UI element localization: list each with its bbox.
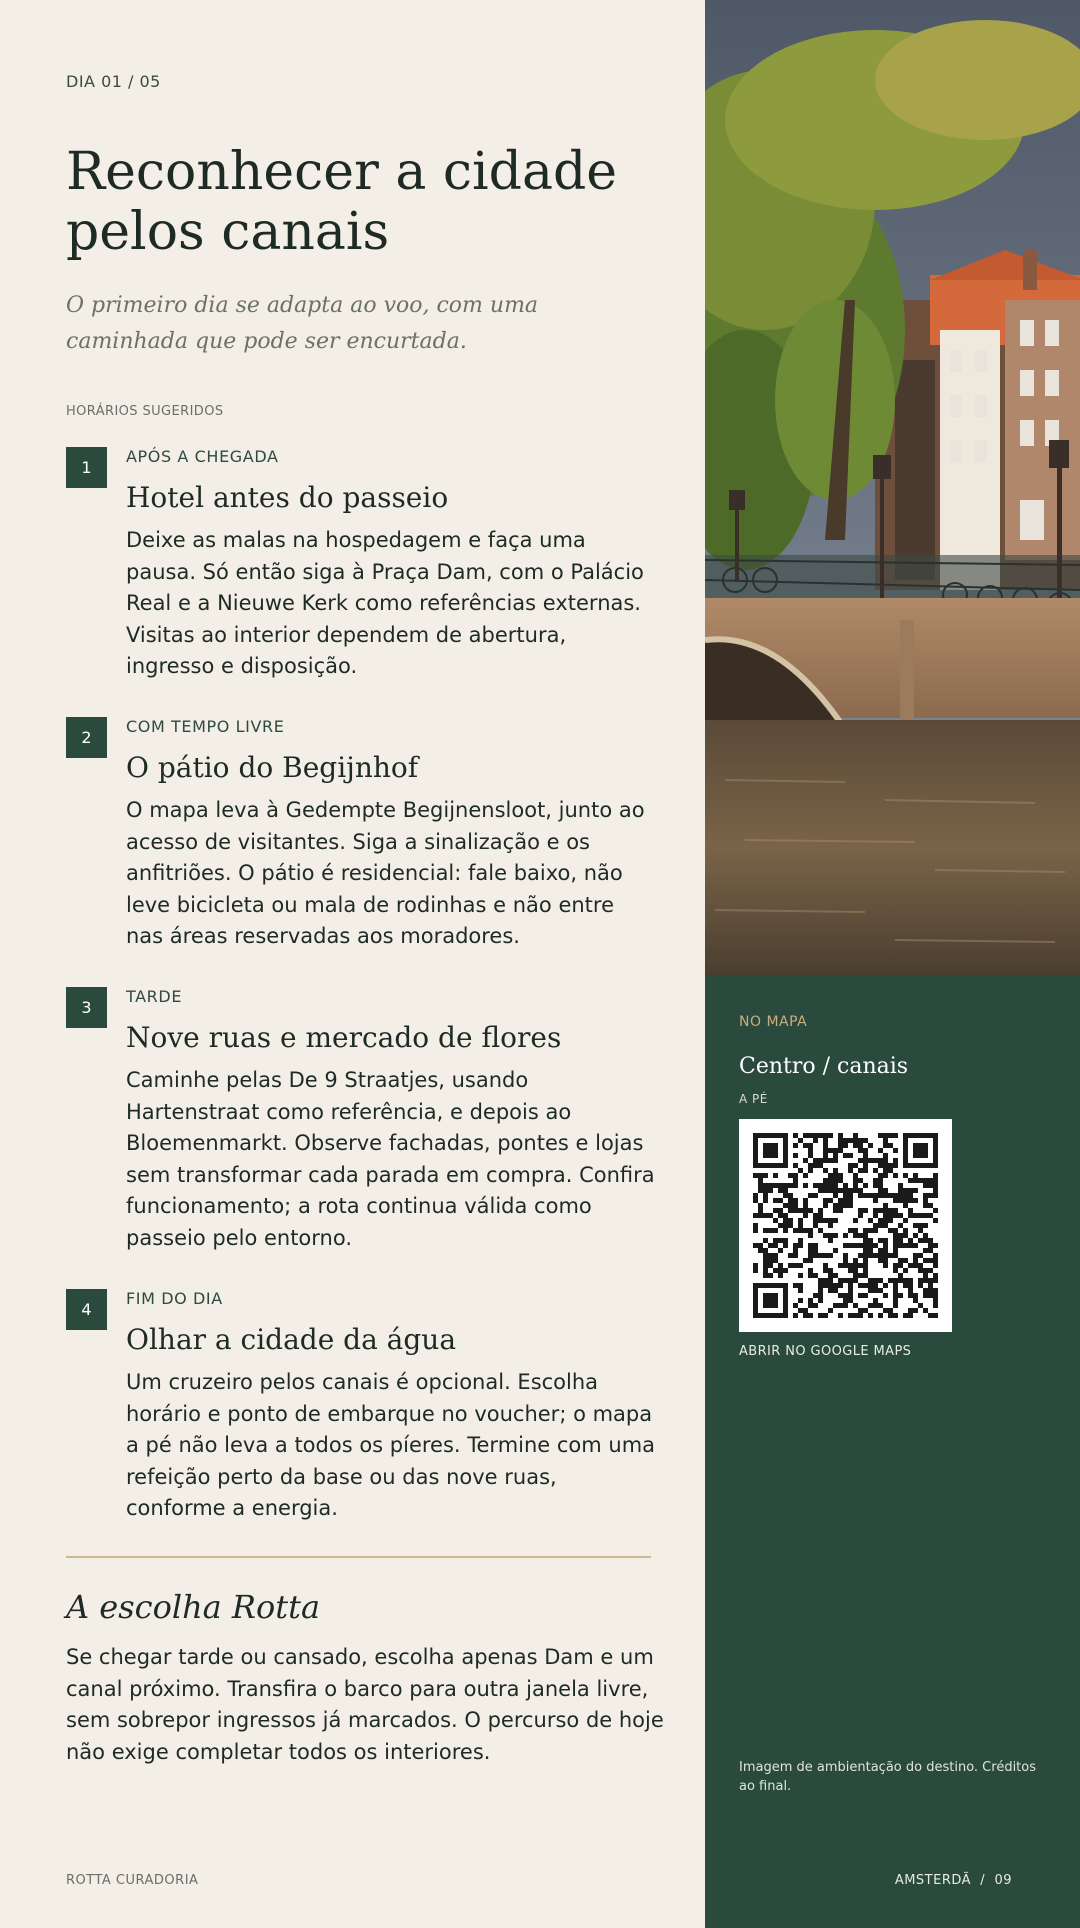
footer-brand: ROTTA CURADORIA — [66, 1873, 199, 1888]
map-title: Centro / canais — [739, 1054, 909, 1079]
image-credits: Imagem de ambientação do destino. Créditos ao final. — [739, 1760, 1037, 1794]
item-kicker: FIM DO DIA — [126, 1289, 223, 1308]
item-number-badge: 1 — [66, 447, 107, 488]
map-column — [705, 0, 1080, 1928]
travel-mode: A PÉ — [739, 1092, 768, 1106]
item-kicker: COM TEMPO LIVRE — [126, 717, 285, 736]
footer-location-page: AMSTERDÃ / 09 — [894, 1873, 1012, 1888]
item-title: Hotel antes do passeio — [126, 481, 449, 514]
item-number-badge: 4 — [66, 1289, 107, 1330]
open-google-maps-link[interactable]: ABRIR NO GOOGLE MAPS — [739, 1344, 912, 1359]
page-subtitle: O primeiro dia se adapta ao voo, com uma caminhada que pode ser encurtada. — [66, 293, 539, 354]
qr-code-icon[interactable] — [739, 1119, 952, 1332]
divider — [66, 1556, 651, 1558]
item-title: Olhar a cidade da água — [126, 1323, 457, 1356]
map-label: NO MAPA — [739, 1014, 808, 1030]
item-body: Deixe as malas na hospedagem e faça uma pausa. Só então siga à Praça Dam, com o Palácio Real e a Nieuwe Kerk como referências externas. Visitas ao interior dependem de abertura, ingresso e disposição. — [126, 528, 644, 678]
choice-title: A escolha Rotta — [66, 1588, 321, 1626]
page-title: Reconhecer a cidade pelos canais — [66, 142, 618, 262]
item-body: O mapa leva à Gedempte Begijnensloot, junto ao acesso de visitantes. Siga a sinalização e os anfitriões. O pátio é residencial: fale baixo, não leve bicicleta ou mala de rodinhas e não entre nas áreas reservadas aos moradores. — [126, 798, 645, 948]
item-number-badge: 3 — [66, 987, 107, 1028]
item-body: Caminhe pelas De 9 Straatjes, usando Hartenstraat como referência, e depois ao Bloemenmarkt. Observe fachadas, pontes e lojas sem transformar cada parada em compra. Confira funcionamento; a rota continua válida como passeio pelo entorno. — [126, 1068, 655, 1250]
item-body: Um cruzeiro pelos canais é opcional. Escolha horário e ponto de embarque no voucher; o mapa a pé não leva a todos os píeres. Termine com uma refeição perto da base ou das nove ruas, conforme a energia. — [126, 1370, 656, 1520]
item-kicker: TARDE — [126, 987, 183, 1006]
schedule-label: HORÁRIOS SUGERIDOS — [66, 404, 224, 419]
choice-body: Se chegar tarde ou cansado, escolha apenas Dam e um canal próximo. Transfira o barco para outra janela livre, sem sobrepor ingressos já marcados. O percurso de hoje não exige completar todos os interiores. — [66, 1645, 664, 1764]
item-title: O pátio do Begijnhof — [126, 751, 419, 784]
item-number-badge: 2 — [66, 717, 107, 758]
amsterdam-canal-photo — [705, 0, 1080, 975]
day-label: DIA 01 / 05 — [66, 72, 161, 91]
item-title: Nove ruas e mercado de flores — [126, 1021, 562, 1054]
item-kicker: APÓS A CHEGADA — [126, 447, 279, 466]
